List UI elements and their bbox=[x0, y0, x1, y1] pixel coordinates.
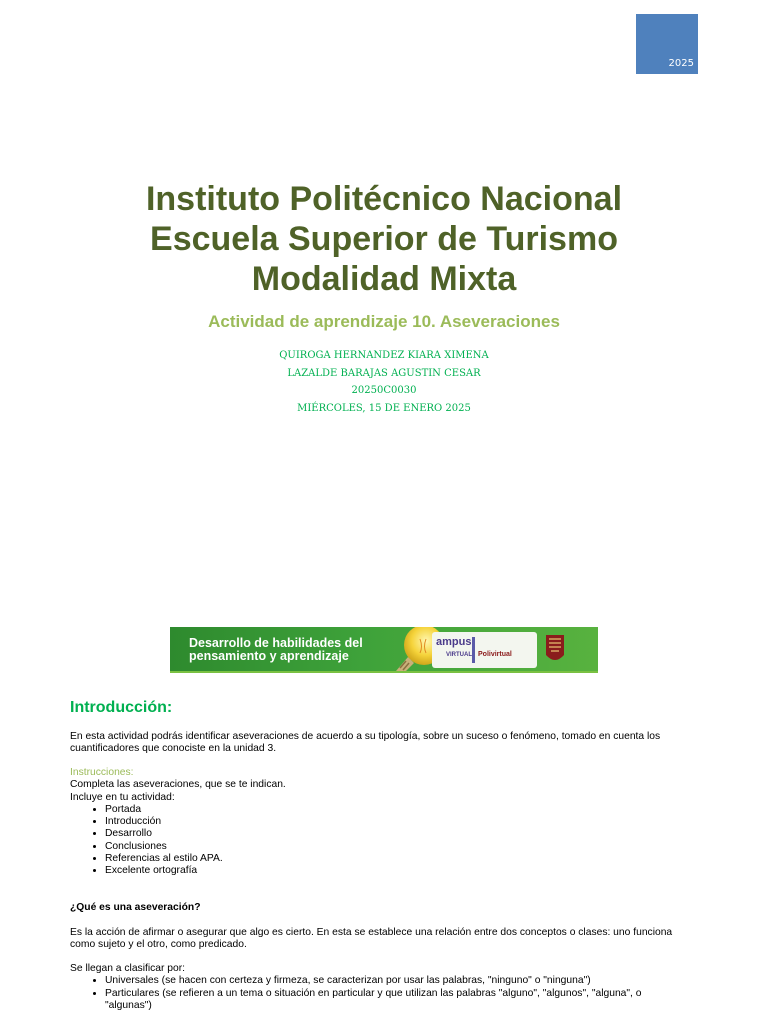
instructions-line-1: Completa las aseveraciones, que se te indican. bbox=[70, 779, 286, 791]
instructions-label: Instrucciones: bbox=[70, 767, 134, 778]
intro-paragraph: En esta actividad podrás identificar aseveraciones de acuerdo a su tipología, sobre un suceso o fenómeno, tomado en cuenta los cuantificadores que conociste en la unidad 3. bbox=[70, 731, 661, 755]
author-1: QUIROGA HERNANDEZ KIARA XIMENA bbox=[279, 350, 489, 361]
intro-heading: Introducción: bbox=[70, 699, 173, 716]
list-item: • Excelente ortografía bbox=[105, 865, 690, 877]
section-definition: Es la acción de afirmar o asegurar que algo es cierto. En esta se establece una relación entre dos conceptos o clases: uno funciona como sujeto y el otro, como predicado. bbox=[70, 927, 673, 951]
list-item: • Particulares (se refieren a un tema o situación en particular y que utilizan las palabras "alguno", "algunos", "alguna", o "algunas") bbox=[105, 988, 690, 1013]
list-item: • Introducción bbox=[105, 816, 690, 828]
classes-list bbox=[70, 975, 690, 1012]
list-item: • Portada bbox=[105, 804, 690, 816]
instructions-line-2: Incluye en tu actividad: bbox=[70, 791, 175, 803]
cover-date: MIÉRCOLES, 15 DE ENERO 2025 bbox=[297, 402, 471, 414]
list-item: • Referencias al estilo APA. bbox=[105, 853, 690, 865]
virtual-logo-text: VIRTUAL bbox=[446, 652, 472, 658]
section-question: ¿Qué es una aseveración? bbox=[70, 902, 201, 913]
title-line-2: Escuela Superior de Turismo bbox=[150, 220, 618, 258]
author-2: LAZALDE BARAJAS AGUSTIN CESAR bbox=[287, 367, 481, 379]
ipn-seal-icon bbox=[544, 633, 566, 665]
cover-meta bbox=[0, 347, 768, 417]
logo-divider bbox=[472, 637, 475, 663]
cover-subtitle: Actividad de aprendizaje 10. Aseveraciones bbox=[208, 312, 560, 331]
list-item: • Desarrollo bbox=[105, 828, 690, 840]
classify-intro: Se llegan a clasificar por: bbox=[70, 963, 186, 974]
banner-line-2: pensamiento y aprendizaje bbox=[189, 649, 349, 663]
banner-line-1: Desarrollo de habilidades del bbox=[189, 636, 363, 650]
group-code: 20250C0030 bbox=[351, 385, 417, 396]
campus-virtual-logo bbox=[432, 632, 537, 668]
instructions-list bbox=[70, 804, 690, 878]
year-box bbox=[636, 14, 698, 74]
course-banner bbox=[170, 627, 598, 673]
list-item: • Conclusiones bbox=[105, 841, 690, 853]
polivirtual-logo-text: Polivirtual bbox=[478, 651, 512, 658]
year-label: 2025 bbox=[668, 58, 694, 69]
banner-text bbox=[189, 637, 363, 663]
classify-block bbox=[70, 963, 690, 1012]
instructions-block bbox=[70, 767, 690, 878]
cover-title bbox=[0, 179, 768, 299]
title-line-3: Modalidad Mixta bbox=[251, 260, 517, 298]
list-item: • Universales (se hacen con certeza y firmeza, se caracterizan por usar las palabras, "ninguno" o "ninguna") bbox=[105, 975, 690, 987]
title-line-1: Instituto Politécnico Nacional bbox=[145, 180, 623, 218]
campus-logo-text: ampus bbox=[436, 636, 472, 648]
